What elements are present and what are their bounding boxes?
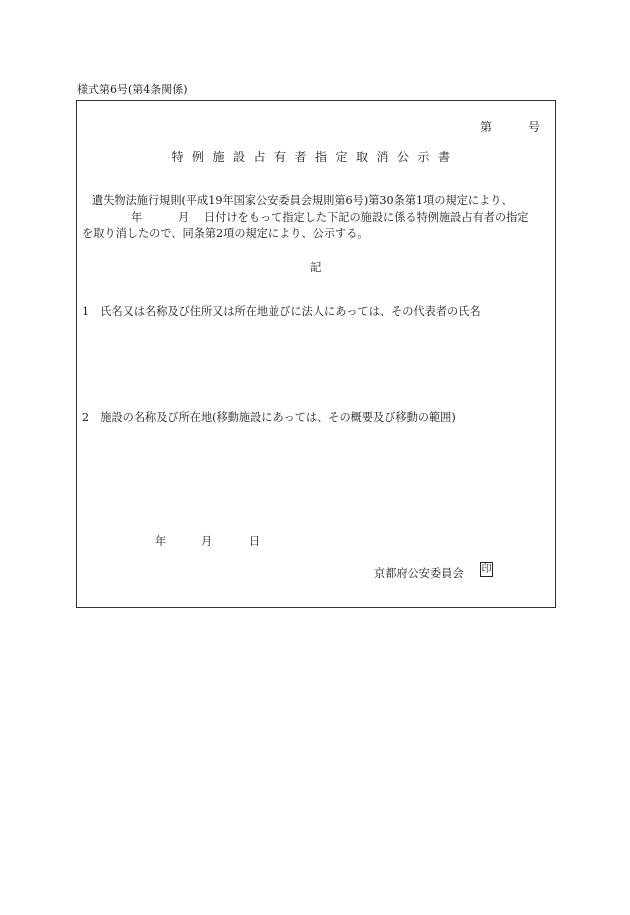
- form-number-label: 様式第6号(第4条関係): [77, 83, 188, 96]
- seal-stamp-box: 印: [481, 564, 492, 575]
- ki-heading: 記: [310, 260, 322, 274]
- document-title: 特例施設占有者指定取消公示書: [171, 150, 459, 164]
- date-year-label: 年: [155, 535, 167, 548]
- body-date-month-label: 月: [178, 211, 190, 224]
- item-2: 2 施設の名称及び所在地(移動施設にあっては、その概要及び移動の範囲): [82, 411, 456, 424]
- notice-number-prefix: 第: [480, 120, 493, 134]
- body-line-1: 遺失物法施行規則(平成19年国家公安委員会規則第6号)第30条第1項の規定により、: [92, 194, 513, 207]
- body-line-2: 日付けをもって指定した下記の施設に係る特例施設占有者の指定: [204, 211, 529, 224]
- date-day-label: 日: [249, 535, 261, 548]
- document-frame: [76, 100, 556, 608]
- body-line-3: を取り消したので、同条第2項の規定により、公示する。: [82, 227, 369, 240]
- issuing-authority: 京都府公安委員会: [374, 567, 464, 580]
- item-1: 1 氏名又は名称及び住所又は所在地並びに法人にあっては、その代表者の氏名: [82, 305, 481, 318]
- date-month-label: 月: [201, 535, 213, 548]
- body-date-year-label: 年: [131, 211, 143, 224]
- notice-number-suffix: 号: [528, 120, 541, 134]
